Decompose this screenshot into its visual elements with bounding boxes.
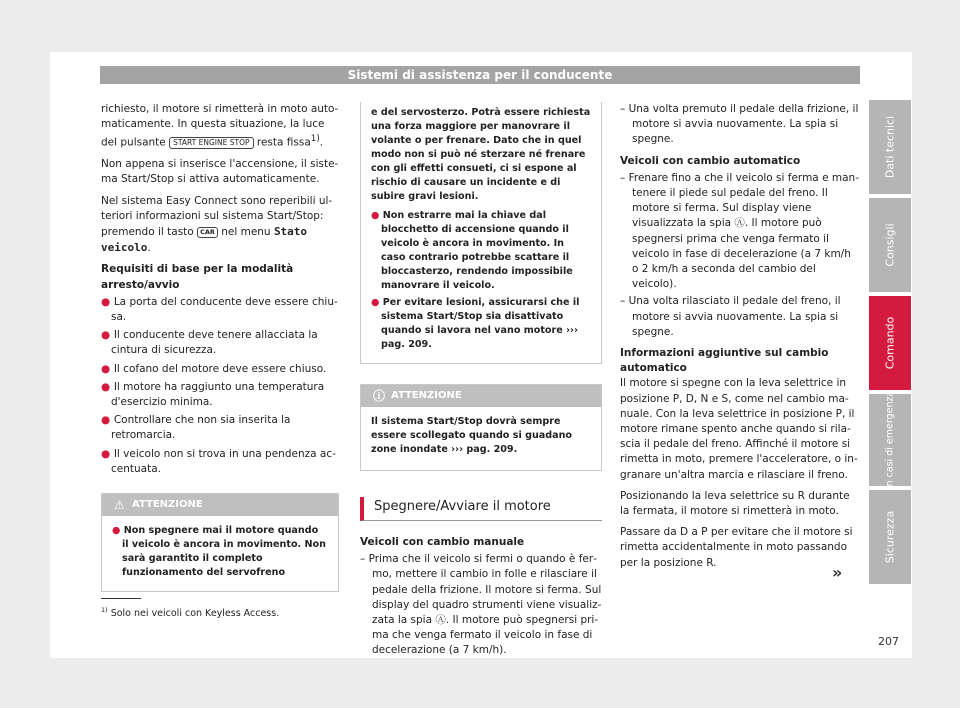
subheading: Veicoli con cambio automatico [620, 154, 801, 167]
tab-comando[interactable]: Comando [869, 296, 911, 390]
list-item: – Una volta premuto il pedale della frizione, il motore si avvia nuovamente. La spia si spegne. [620, 103, 859, 146]
list-item: – Frenare fino a che il veicolo si ferma e mantenere il piede sul pedale del freno. Il motore si ferma. Sul display viene visualizzata la spia Ⓐ. Il motore può spegnersi prima che venga fermato il veicolo in fase di decelerazione (a 7 km/h o 2 km/h a seconda del cambio del veicolo). [620, 171, 859, 291]
section-title: Spegnere/Avviare il motore [360, 497, 602, 521]
warning-body: Il sistema Start/Stop dovrà sempre essere scollegato quando si guadano zone inondate ››› pag. 209. [371, 416, 573, 455]
footnote: $^{1)}$ Solo nei veicoli con Keyless Access. [101, 606, 280, 620]
section-tabs [869, 100, 911, 588]
page-number: 207 [878, 635, 899, 648]
subheading: Requisiti di base per la modalità arresto/avvio [101, 263, 294, 291]
column-2 [360, 102, 602, 661]
column-1 [101, 102, 339, 592]
start-engine-stop-key: START ENGINE STOP [169, 137, 253, 149]
subheading: Veicoli con cambio manuale [360, 536, 525, 548]
bullet-icon: ● [101, 329, 114, 342]
list-item: ● Il conducente deve tenere allacciata la cintura di sicurezza. [101, 329, 318, 357]
list-item: ● Non estrarre mai la chiave dal blocchetto di accensione quando il veicolo è ancora in movimento. In caso contrario potrebbe scattare il bloccasterzo, rendendo impossibile manovrare il veicolo. [371, 210, 573, 291]
page-link[interactable]: ››› pag. 209 [451, 444, 514, 455]
paragraph: richiesto, il motore si rimetterà in moto automaticamente. In questa situazione, la luce del pulsante START ENGINE STOP resta fissa$^{1)}$. [101, 103, 339, 149]
bullet-icon: ● [371, 210, 383, 221]
list-item: ● Per evitare lesioni, assicurarsi che il sistema Start/Stop sia disattivato quando si lavora nel vano motore ››› pag. 209. [371, 297, 580, 350]
bullet-icon: ● [112, 524, 124, 536]
paragraph: Posizionando la leva selettrice su R durante la fermata, il motore si rimetterà in moto. [620, 489, 850, 518]
paragraph: Non appena si inserisce l'accensione, il sistema Start/Stop si attiva automaticamente. [101, 158, 339, 186]
warning-triangle-icon: ⚠ [114, 497, 125, 512]
list-item: ● Il cofano del motore deve essere chiuso. [101, 362, 327, 375]
list-item: ● Il motore ha raggiunto una temperatura d'esercizio minima. [101, 380, 325, 408]
list-item: ● La porta del conducente deve essere chiusa. [101, 295, 338, 323]
car-key-icon: CAR [197, 227, 218, 238]
list-item: ● Controllare che non sia inserita la retromarcia. [101, 414, 291, 442]
tab-dati-tecnici[interactable]: Dati tecnici [869, 100, 911, 194]
list-item: – Prima che il veicolo si fermi o quando è fermo, mettere il cambio in folle e rilasciare il pedale della frizione. Il motore si ferma. Sul display del quadro strumenti viene visualizzata la spia Ⓐ. Il motore può spegnersi prima che venga fermato il veicolo in fase di decelerazione (a 7 km/h). [360, 553, 602, 657]
list-item: – Una volta rilasciato il pedale del freno, il motore si avvia nuovamente. La spia si spegne. [620, 295, 841, 338]
tab-emergenza[interactable]: In casi di emergenza [869, 394, 911, 486]
warning-body: ● Non spegnere mai il motore quando il veicolo è ancora in movimento. Non sarà garantito il completo funzionamento del servofreno [112, 524, 326, 578]
page-header: Sistemi di assistenza per il conducente [100, 66, 860, 84]
tab-sicurezza[interactable]: Sicurezza [869, 490, 911, 584]
bullet-icon: ● [101, 414, 114, 427]
bullet-icon: ● [101, 295, 114, 308]
tab-consigli[interactable]: Consigli [869, 198, 911, 292]
bullet-icon: ● [101, 380, 114, 393]
page-link[interactable]: ››› pag. 209 [381, 325, 578, 350]
subheading: Informazioni aggiuntive sul cambio automatico [620, 347, 829, 375]
footnote-divider [101, 598, 141, 599]
warning-box-continued: e del servosterzo. Potrà essere richiesta una forza maggiore per manovrare il volante o per frenare. Dato che in quel modo non si può né sterzare né frenare con gli effetti consueti, ci si espone al rischio di causare un incidente e di subire gravi lesioni. ● Non estrarre mai la chiave dal blocchetto di accensione quando il veicolo è ancora in movimento. In caso contrario potrebbe scattare il bloccasterzo, rendendo impossibile manovrare il veicolo. ● Per evitare lesioni, assicurarsi che il sistema Start/Stop sia disattivato quando si lavora nel vano motore ››› pag. 209. [360, 102, 602, 364]
warning-header: ⚠ ATTENZIONE [102, 494, 338, 516]
paragraph: Il motore si spegne con la leva selettrice in posizione P, D, N e S, come nel cambio manuale. Con la leva selettrice in posizione P, il motore rimane spento anche quando si rilascia il pedale del freno. Affinché il motore si rimetta in moto, premere l'acceleratore, o ingranare un'altra marcia e rilasciare il freno. [620, 377, 858, 481]
paragraph: Passare da D a P per evitare che il motore si rimetta accidentalmente in moto passando per la posizione R. [620, 526, 853, 569]
menu-name: Stato veicolo [101, 224, 308, 255]
warning-box [360, 384, 602, 471]
bullet-icon: ● [101, 362, 114, 375]
footnote-mark: 1) [101, 606, 108, 614]
paragraph: Nel sistema Easy Connect sono reperibili ulteriori informazioni sul sistema Start/Stop: premendo il tasto CAR nel menu Stato veicolo. [101, 194, 333, 255]
column-3 [620, 102, 860, 577]
info-circle-icon: ⓘ [373, 389, 386, 403]
warning-box [101, 493, 339, 592]
bullet-icon: ● [371, 297, 383, 308]
footnote-ref[interactable]: 1) [310, 134, 320, 145]
warning-header: ⓘ ATTENZIONE [361, 385, 601, 407]
list-item: ● Il veicolo non si trova in una pendenza accentuata. [101, 447, 336, 475]
bullet-icon: ● [101, 447, 114, 460]
continue-icon: » [832, 563, 843, 582]
